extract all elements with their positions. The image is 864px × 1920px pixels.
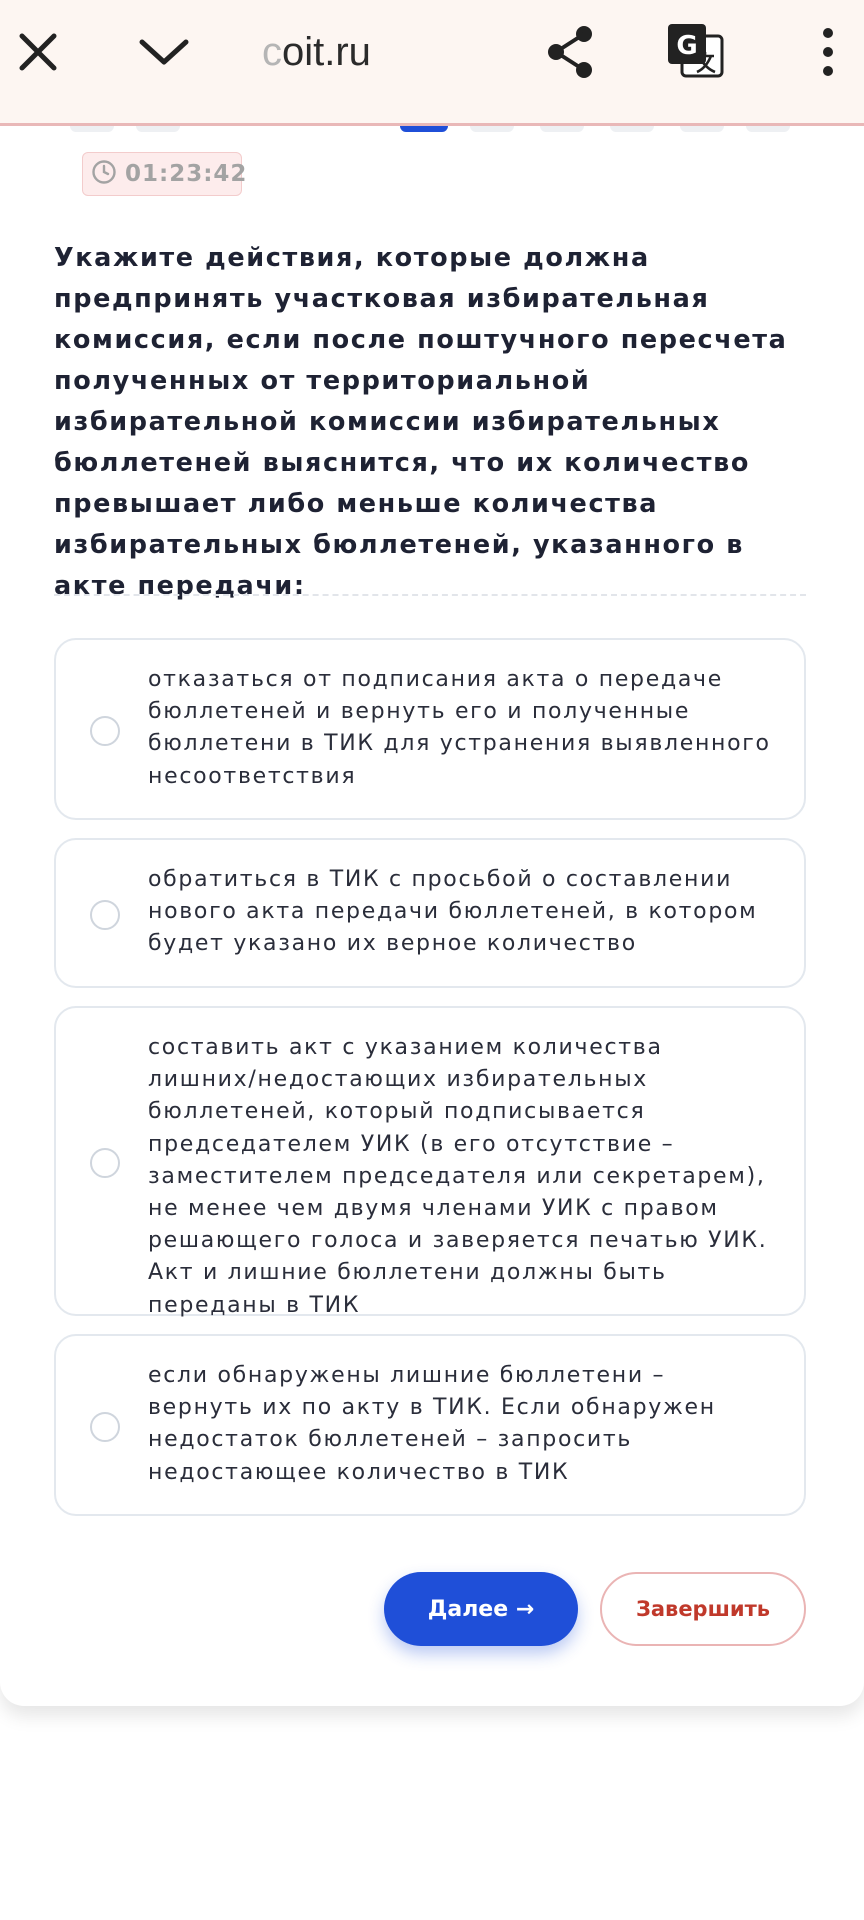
nav-item[interactable] <box>540 126 584 132</box>
share-icon[interactable] <box>538 20 602 84</box>
nav-item[interactable] <box>470 126 514 132</box>
answer-option-4[interactable] <box>54 1334 806 1516</box>
answer-option-text: отказаться от подписания акта о передаче бюллетеней и вернуть его и полученные бюллетени в ТИК для устранения выявленного несоответствия <box>148 667 771 789</box>
timer-value: 01:23:42 <box>125 161 248 187</box>
nav-item[interactable] <box>610 126 654 132</box>
chevron-down-icon[interactable] <box>132 20 196 84</box>
translate-icon[interactable] <box>664 20 728 84</box>
answer-option-2[interactable] <box>54 838 806 988</box>
url-text[interactable] <box>262 24 371 80</box>
svg-text:G: G <box>676 31 698 61</box>
question-navigator <box>0 126 864 132</box>
answer-option-text: составить акт с указанием количества лишних/недостающих избирательных бюллетеней, который подписывается председателем УИК (в его отсутствие – заместителем председателя или секретарем), не менее чем двумя членами УИК с правом решающего голоса и заверяется печатью УИК. Акт и лишние бюллетени должны быть переданы в ТИК <box>148 1035 768 1318</box>
radio-button[interactable] <box>90 1412 120 1442</box>
url-faded-part: c <box>262 30 282 74</box>
clock-icon <box>91 159 117 189</box>
radio-button[interactable] <box>90 716 120 746</box>
more-vert-icon[interactable] <box>796 20 860 84</box>
answer-option-text: обратиться в ТИК с просьбой о составлении нового акта передачи бюллетеней, в котором будет указано их верное количество <box>148 867 758 957</box>
nav-item[interactable] <box>746 126 790 132</box>
radio-button[interactable] <box>90 1148 120 1178</box>
answer-option-3[interactable] <box>54 1006 806 1316</box>
close-icon[interactable] <box>6 20 70 84</box>
url-domain: oit.ru <box>282 30 371 74</box>
nav-item[interactable] <box>680 126 724 132</box>
answer-option-1[interactable] <box>54 638 806 820</box>
question-text: Укажите действия, которые должна предпринять участковая избирательная комиссия, если после поштучного пересчета полученных от территориальной избирательной комиссии избирательных бюллетеней выяснится, что их количество превышает либо меньше количества избирательных бюллетеней, указанного в акте передачи: <box>54 243 788 601</box>
question-card <box>0 126 864 1706</box>
divider <box>54 594 806 596</box>
next-button[interactable]: Далее → <box>384 1572 578 1646</box>
finish-button[interactable]: Завершить <box>600 1572 806 1646</box>
nav-item-current[interactable] <box>400 126 448 132</box>
radio-button[interactable] <box>90 900 120 930</box>
nav-item[interactable] <box>70 126 114 132</box>
browser-toolbar <box>0 0 864 126</box>
nav-item[interactable] <box>136 126 180 132</box>
answer-option-text: если обнаружены лишние бюллетени – вернуть их по акту в ТИК. Если обнаружен недостаток бюллетеней – запросить недостающее количество в ТИК <box>148 1363 716 1485</box>
timer-badge <box>82 152 248 196</box>
